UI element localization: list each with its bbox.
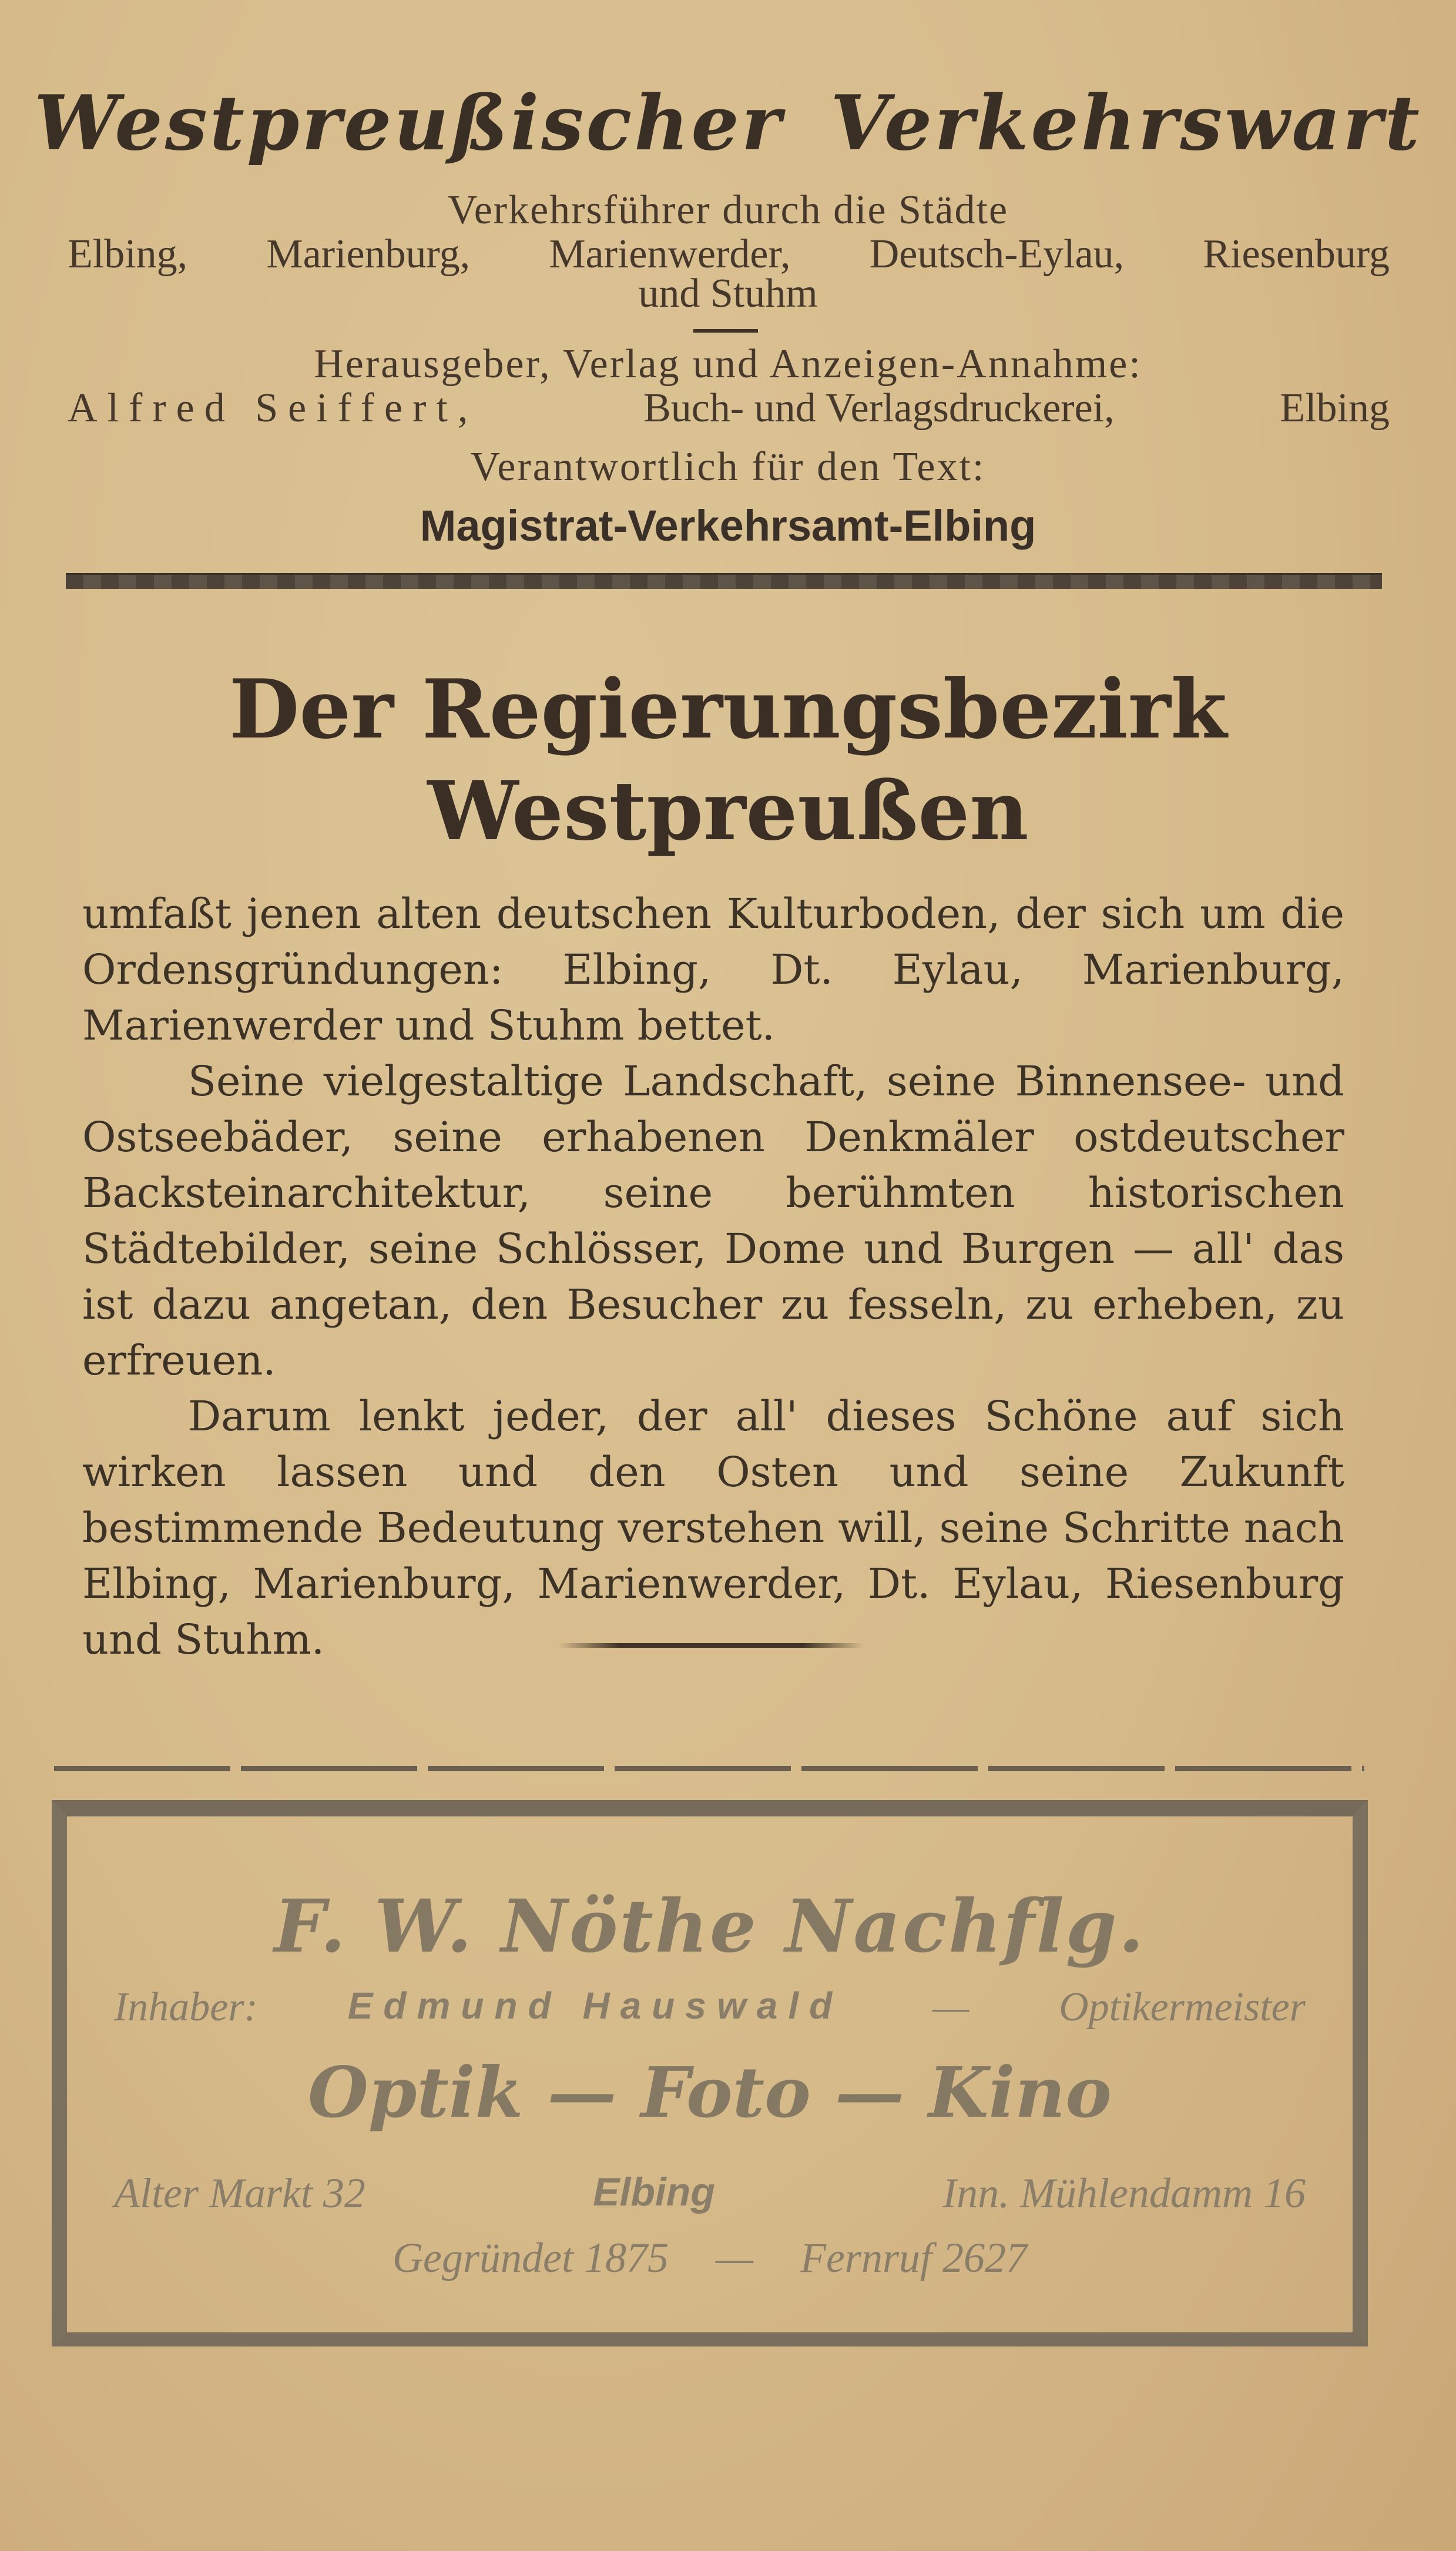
section-rule bbox=[54, 1766, 1364, 1771]
responsible-label: Verantwortlich für den Text: bbox=[470, 444, 986, 490]
ad-owner-name: Edmund Hauswald bbox=[347, 1985, 843, 2027]
publisher-line bbox=[68, 385, 1390, 432]
ad-owner-label: Inhaber: bbox=[114, 1985, 258, 2030]
masthead-title-part2: Verkehrswart bbox=[830, 79, 1422, 167]
ad-firm-name: F. W. Nöthe Nachflg. bbox=[274, 1884, 1146, 1969]
article-body bbox=[82, 886, 1344, 1668]
ad-founded: Gegründet 1875 bbox=[392, 2234, 669, 2281]
responsible-name: Magistrat-Verkehrsamt-Elbing bbox=[420, 501, 1036, 550]
city-4: Deutsch-Eylau, bbox=[869, 232, 1125, 277]
ornament-rule bbox=[558, 1643, 864, 1648]
article-paragraph-2: Seine vielgestaltige Landschaft, seine Binnensee- und Ostseebäder, seine erhabenen Denkmäler ostdeutscher Backsteinarchitektur, seine berühmten historischen Städtebilder, seine Schlösser, Dome und Burgen — all' das ist dazu angetan, den Besucher zu fesseln, zu erheben, zu erfreuen. bbox=[82, 1057, 1344, 1385]
publisher-city: Elbing bbox=[1280, 386, 1390, 431]
city-2: Marienburg, bbox=[266, 232, 471, 277]
article-heading-line2: Westpreußen bbox=[427, 763, 1029, 859]
city-1: Elbing, bbox=[68, 232, 188, 277]
article-paragraph-1: umfaßt jenen alten deutschen Kulturboden, der sich um die Ordensgründungen: Elbing, Dt. Eylau, Marienburg, Marienwerder und Stuhm bettet. bbox=[82, 890, 1344, 1050]
ad-city: Elbing bbox=[593, 2170, 715, 2214]
ad-owner-title: Optikermeister bbox=[1059, 1985, 1306, 2030]
article-paragraph-3: Darum lenkt jeder, der all' dieses Schöne auf sich wirken lassen und den Osten und seine Zukunft bestimmende Bedeutung verstehen will, seine Schritte nach Elbing, Marienburg, Marienwerder, Dt. Eylau, Riesenburg und Stuhm. bbox=[82, 1392, 1344, 1664]
city-5: Riesenburg bbox=[1203, 232, 1390, 277]
publisher-business: Buch- und Verlagsdruckerei, bbox=[643, 386, 1115, 431]
ad-address-line bbox=[67, 2169, 1353, 2218]
masthead-title bbox=[0, 79, 1456, 167]
ad-services: Optik — Foto — Kino bbox=[308, 2051, 1112, 2133]
article-heading-line1: Der Regierungsbezirk bbox=[229, 661, 1227, 757]
ad-phone: Fernruf 2627 bbox=[800, 2234, 1027, 2281]
masthead-cities-end: und Stuhm bbox=[638, 271, 818, 316]
publisher-label: Herausgeber, Verlag und Anzeigen-Annahme: bbox=[314, 341, 1142, 387]
ad-address-2: Inn. Mühlendamm 16 bbox=[942, 2170, 1306, 2217]
ad-sep: — bbox=[715, 2234, 753, 2281]
masthead-subtitle: Verkehrsführer durch die Städte bbox=[447, 187, 1009, 233]
ad-founded-line bbox=[67, 2234, 1353, 2282]
ad-owner-line bbox=[67, 1984, 1353, 2031]
ad-address-1: Alter Markt 32 bbox=[114, 2170, 365, 2217]
divider-dash bbox=[693, 329, 758, 333]
masthead-title-part1: Westpreußischer bbox=[34, 79, 784, 167]
masthead-rule bbox=[66, 573, 1382, 589]
city-3: Marienwerder, bbox=[549, 232, 791, 277]
publisher-name: Alfred Seiffert, bbox=[68, 386, 478, 431]
advertisement-box bbox=[52, 1800, 1368, 2346]
ad-owner-sep: — bbox=[932, 1985, 969, 2030]
